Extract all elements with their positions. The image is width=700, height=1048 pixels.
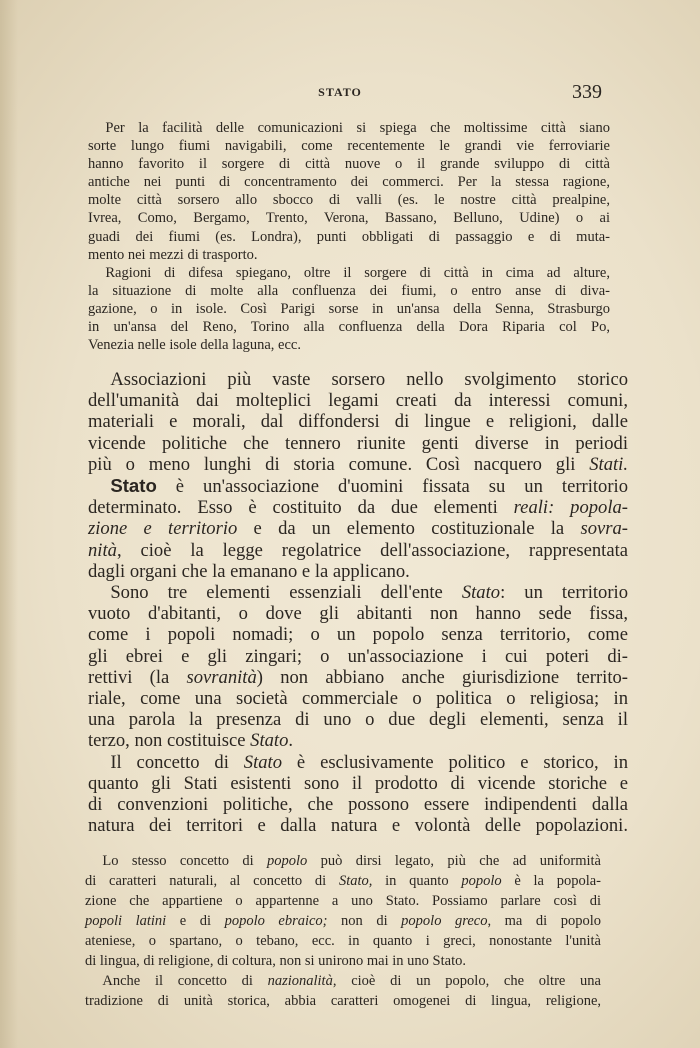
main-text [88, 369, 628, 836]
text-line [88, 282, 610, 300]
text-run: Associazioni più vaste sorsero nello svolgimento storico [110, 369, 628, 390]
text-line [88, 518, 628, 539]
italic-text: popoli latini [85, 913, 167, 929]
text-line [88, 411, 628, 432]
text-line [88, 369, 628, 390]
text-line [88, 561, 628, 582]
text-run: di lingua, di religione, di coltura, non si unirono mai in uno Stato. [85, 953, 466, 969]
text-line [88, 497, 628, 518]
text-run: riale, come una società commerciale o politica o religiosa; in [88, 688, 628, 710]
text-run: determinato. Esso è costituito da due elementi [88, 497, 514, 519]
text-run: sorte lungo fiumi navigabili, come recentemente le grandi vie ferroviarie [88, 138, 610, 155]
text-line [85, 971, 601, 991]
italic-text: sovranità [186, 666, 257, 688]
text-line [88, 773, 628, 794]
text-run: Lo stesso concetto di [102, 853, 267, 869]
italic-text: Stato [461, 582, 501, 604]
text-line [88, 540, 628, 561]
text-run: , cioè la legge regolatrice dell'associazione, rappresentata [116, 539, 628, 561]
text-run: la situazione di molte alla confluenza dei fiumi, o entro anse di diva- [88, 282, 610, 299]
text-line [88, 209, 610, 227]
text-run: quanto gli Stati esistenti sono il prodotto di vicende storiche e [88, 772, 628, 794]
text-line [88, 246, 610, 264]
italic-text: reali: popola- [513, 497, 628, 519]
text-run: guadi dei fiumi (es. Londra), punti obbligati di passaggio e di muta- [88, 228, 610, 245]
italic-text: nità [88, 539, 117, 561]
text-run: gazione, o in isole. Così Parigi sorse in un'ansa della Senna, Strasburgo [88, 300, 610, 317]
italic-text: Stati. [589, 453, 628, 475]
text-line [85, 931, 601, 951]
text-run: ateniese, o spartano, o tebano, ecc. in quanto i greci, nonostante l'unità [85, 933, 601, 949]
small-print-paragraphs-bottom [85, 851, 601, 1011]
text-run: tradizione di unità storica, abbia caratteri omogenei di lingua, religione, [85, 993, 601, 1009]
text-line [88, 336, 610, 354]
text-line [88, 454, 628, 475]
text-run: come i popoli nomadi; o un popolo senza territorio, come [88, 624, 628, 646]
italic-text: Stato [250, 730, 289, 752]
text-run: Ivrea, Como, Bergamo, Trento, Verona, Bassano, Belluno, Udine) o ai [88, 210, 610, 227]
text-run: molte città sorsero allo sbocco di valli (es. le nostre città prealpine, [88, 192, 610, 209]
page-number: 339 [572, 81, 602, 103]
text-run: Sono tre elementi essenziali dell'ente [110, 582, 462, 604]
italic-text: Stato [243, 751, 283, 773]
text-line [88, 603, 628, 624]
text-run: e di [166, 913, 225, 929]
text-run: ) non abbiano anche giurisdizione territo- [256, 666, 628, 688]
text-line [88, 815, 628, 836]
text-line [88, 624, 628, 645]
italic-text: nazionalità [267, 973, 333, 989]
text-run: in quanto [372, 873, 462, 889]
text-line [88, 582, 628, 603]
text-run: terzo, non costituisce [88, 730, 251, 752]
text-run: non di [327, 913, 402, 929]
text-run: è esclusivamente politico e storico, in [282, 751, 628, 773]
text-line [88, 730, 628, 751]
text-run: dagli organi che la emanano e la applicano. [88, 560, 410, 582]
running-title: STATO [318, 85, 362, 99]
text-run: Anche il concetto di [102, 973, 268, 989]
text-run: più o meno lunghi di storia comune. Così nacquero gli [88, 453, 590, 475]
bold-term: Stato [110, 475, 157, 497]
italic-text: popolo [267, 853, 308, 869]
text-line [88, 646, 628, 667]
italic-text: popolo greco [401, 913, 488, 929]
text-run: , cioè di un popolo, che oltre una [332, 973, 601, 989]
text-run: zione che appartiene o appartenne a uno Stato. Possiamo parlare così di [85, 893, 601, 909]
text-run: può dirsi legato, più che ad uniformità [307, 853, 601, 869]
text-line [88, 667, 628, 688]
text-run: mento nei mezzi di trasporto. [88, 246, 258, 263]
text-line [88, 191, 610, 209]
text-line [88, 688, 628, 709]
text-run: , ma di popolo [487, 913, 601, 929]
text-run: vuoto d'abitanti, o dove gli abitanti non hanno sede fissa, [88, 603, 628, 625]
text-run: è un'associazione d'uomini fissata su un territorio [156, 476, 628, 498]
italic-text: Stato, [338, 873, 373, 889]
text-run: Per la facilità delle comunicazioni si spiega che moltissime città siano [105, 120, 610, 136]
italic-text: sovra- [580, 518, 628, 540]
italic-text: zione e territorio [88, 518, 238, 540]
text-run: Il concetto di [110, 751, 244, 773]
text-run: rettivi (la [88, 666, 187, 688]
text-run: in un'ansa del Reno, Torino alla confluenza della Dora Riparia col Po, [88, 319, 610, 336]
italic-text: popolo [461, 873, 502, 889]
text-run: . [288, 730, 294, 752]
text-run: vicende politiche che tennero riunite genti diverse in periodi [88, 432, 628, 454]
text-run: di convenzioni politiche, che possono essere indipendenti dalla [88, 794, 628, 816]
text-run: Ragioni di difesa spiegano, oltre il sorgere di città in cima ad alture, [105, 264, 610, 281]
text-line [88, 794, 628, 815]
text-run: gli ebrei e gli zingari; o un'associazione i cui poteri di- [88, 645, 628, 667]
text-line [88, 137, 610, 155]
text-line [88, 475, 628, 497]
text-run: materiali e morali, dal diffondersi di lingue e religioni, dalle [88, 411, 628, 433]
italic-text: popolo ebraico; [224, 913, 328, 929]
text-run: è la popola- [501, 873, 601, 889]
text-run: : un territorio [500, 582, 628, 604]
text-line [88, 155, 610, 173]
page-edge-shadow [0, 0, 18, 1048]
text-line [88, 752, 628, 773]
text-line [85, 871, 601, 891]
text-line [88, 390, 628, 411]
text-run: di caratteri naturali, al concetto di [85, 873, 339, 889]
text-line [85, 891, 601, 911]
small-print-paragraphs-top [88, 119, 610, 354]
text-run: una parola la presenza di uno o due degli elementi, senza il [88, 709, 628, 731]
text-line [88, 318, 610, 336]
text-run: dell'umanità dai molteplici legami creati da interessi comuni, [88, 390, 628, 412]
text-line [88, 264, 610, 282]
text-run: natura dei territori e dalla natura e volontà delle popolazioni. [88, 815, 628, 837]
text-run: antiche nei punti di concentramento dei commerci. Per la stessa ragione, [88, 174, 610, 191]
text-line [88, 709, 628, 730]
text-line [88, 228, 610, 246]
text-line [88, 433, 628, 454]
text-run: e da un elemento costituzionale la [237, 518, 581, 540]
text-line [88, 173, 610, 191]
text-line [85, 951, 601, 971]
text-line [88, 119, 610, 137]
text-line [85, 851, 601, 871]
text-line [88, 300, 610, 318]
text-line [85, 911, 601, 931]
text-line [85, 991, 601, 1011]
text-run: hanno favorito il sorgere di città nuove o il grande sviluppo di città [88, 156, 610, 173]
text-run: Venezia nelle isole della laguna, ecc. [88, 337, 301, 354]
